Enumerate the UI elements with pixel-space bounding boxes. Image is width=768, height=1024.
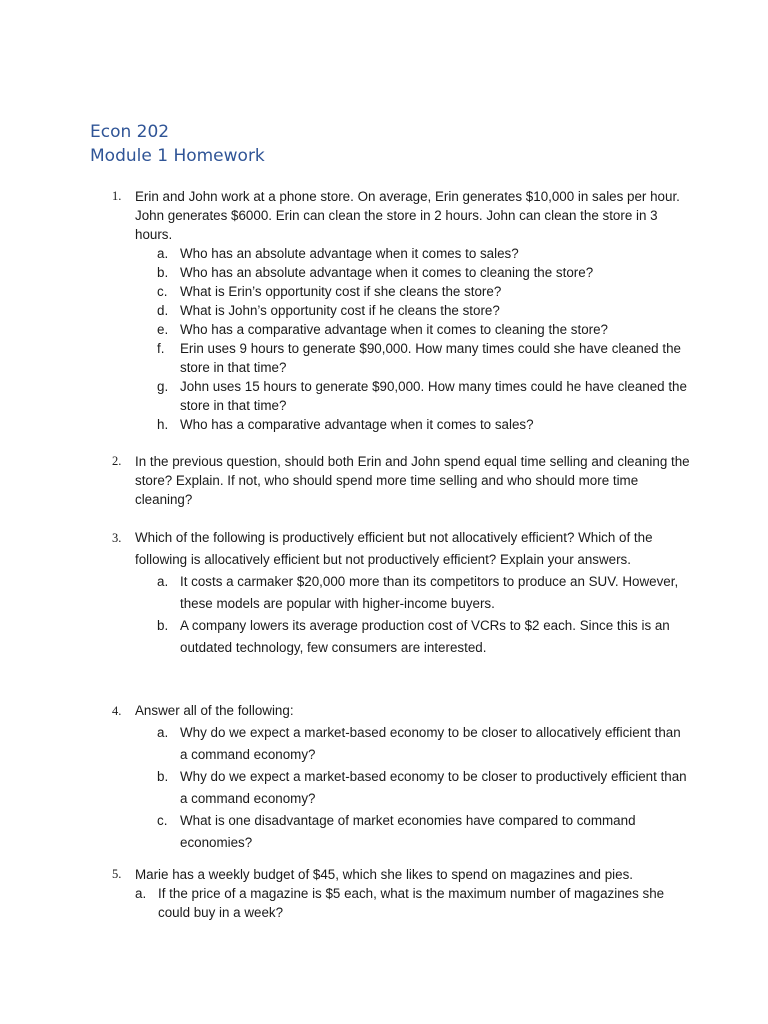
- question-text: Which of the following is productively efficient but not allocatively efficient? Which of the following is allocatively efficient but not productively efficient? Explain your answers.: [135, 530, 653, 567]
- sub-question-a: [157, 244, 690, 263]
- sub-question-h: [157, 415, 690, 434]
- sub-letter: h.: [157, 417, 169, 432]
- sub-question-a: [157, 722, 690, 766]
- sub-text: Why do we expect a market-based economy to be closer to allocatively efficient than a command economy?: [180, 725, 681, 762]
- sub-text: John uses 15 hours to generate $90,000. How many times could he have cleaned the store in that time?: [180, 379, 687, 413]
- question-1: [90, 187, 690, 434]
- sub-letter: e.: [157, 322, 169, 337]
- sub-question-g: [157, 377, 690, 415]
- sub-text: What is Erin’s opportunity cost if she cleans the store?: [180, 284, 502, 299]
- question-number: 5.: [112, 867, 122, 881]
- sub-letter: a.: [157, 246, 169, 261]
- sub-text: If the price of a magazine is $5 each, what is the maximum number of magazines she could buy in a week?: [158, 886, 665, 920]
- question-text: Answer all of the following:: [135, 703, 294, 718]
- question-number: 2.: [112, 454, 122, 468]
- sub-question-b: [157, 615, 690, 659]
- sub-text: What is John’s opportunity cost if he cleans the store?: [180, 303, 500, 318]
- sub-text: Who has a comparative advantage when it comes to sales?: [180, 417, 534, 432]
- sub-question-a: [135, 884, 690, 922]
- sub-text: What is one disadvantage of market economies have compared to command economies?: [180, 813, 636, 850]
- question-text: In the previous question, should both Erin and John spend equal time selling and cleaning the store? Explain. If not, who should spend more time selling and who should more time cleaning?: [135, 454, 690, 507]
- sub-text: Erin uses 9 hours to generate $90,000. How many times could she have cleaned the store in that time?: [180, 341, 681, 375]
- sub-question-f: [157, 339, 690, 377]
- sub-question-b: [157, 263, 690, 282]
- sub-letter: b.: [157, 265, 169, 280]
- sub-letter: b.: [157, 769, 169, 784]
- sub-text: Who has an absolute advantage when it comes to sales?: [180, 246, 519, 261]
- question-text: Marie has a weekly budget of $45, which she likes to spend on magazines and pies.: [135, 867, 633, 882]
- sub-letter: c.: [157, 284, 168, 299]
- question-number: 1.: [112, 189, 122, 203]
- question-5: [90, 865, 690, 922]
- sub-text: A company lowers its average production cost of VCRs to $2 each. Since this is an outdated technology, few consumers are interested.: [180, 618, 670, 655]
- question-3: [90, 527, 690, 659]
- question-4: [90, 700, 690, 854]
- sub-letter: f.: [157, 341, 165, 356]
- sub-letter: a.: [135, 886, 147, 901]
- question-number: 4.: [112, 704, 122, 718]
- sub-letter: b.: [157, 618, 169, 633]
- sub-text: Why do we expect a market-based economy to be closer to productively efficient than a command economy?: [180, 769, 687, 806]
- sub-text: It costs a carmaker $20,000 more than its competitors to produce an SUV. However, these models are popular with higher-income buyers.: [180, 574, 679, 611]
- sub-letter: c.: [157, 813, 168, 828]
- sub-question-d: [157, 301, 690, 320]
- course-title: Econ 202: [90, 122, 170, 142]
- question-text: Erin and John work at a phone store. On average, Erin generates $10,000 in sales per hour. John generates $6000. Erin can clean the store in 2 hours. John can clean the store in 3 hours.: [135, 189, 680, 242]
- question-number: 3.: [112, 531, 122, 545]
- sub-letter: d.: [157, 303, 169, 318]
- module-title: Module 1 Homework: [90, 146, 265, 166]
- question-2: [90, 452, 690, 509]
- sub-letter: a.: [157, 574, 169, 589]
- sub-letter: g.: [157, 379, 169, 394]
- sub-question-c: [157, 282, 690, 301]
- sub-question-b: [157, 766, 690, 810]
- sub-text: Who has an absolute advantage when it comes to cleaning the store?: [180, 265, 594, 280]
- sub-question-a: [157, 571, 690, 615]
- sub-question-c: [157, 810, 690, 854]
- sub-question-e: [157, 320, 690, 339]
- sub-text: Who has a comparative advantage when it comes to cleaning the store?: [180, 322, 609, 337]
- sub-letter: a.: [157, 725, 169, 740]
